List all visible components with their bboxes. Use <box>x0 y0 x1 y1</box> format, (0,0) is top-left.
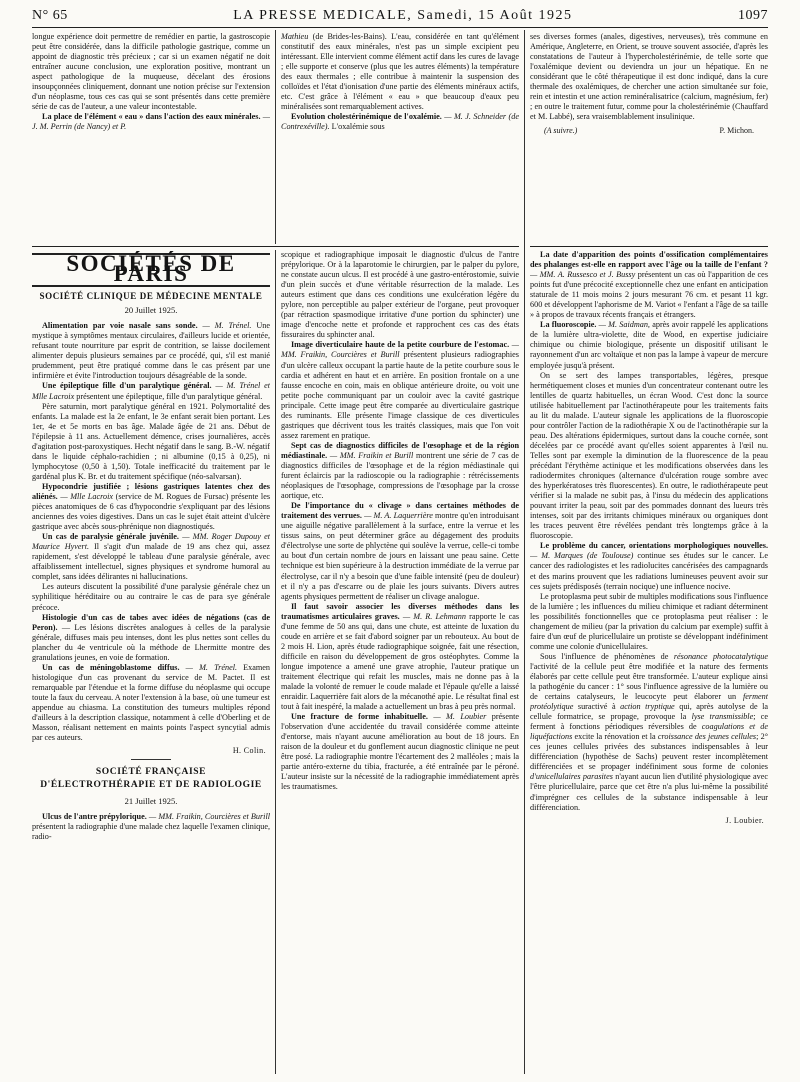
paragraph: Un cas de paralysie générale juvénile. — MM. Roger Dupouy et Maurice Hyvert. Il s'agit d'un malade de 19 ans chez qui, assez rapidement, s'est développé le tableau d'une paralysie générale, avec affaiblissement intellectuel, signes physiques et syndrome humoral au complet, sans idées délirantes ni hallucinations. <box>32 532 270 582</box>
column-rule <box>524 30 525 1074</box>
section-title: SOCIÉTÉS DE PARIS <box>66 251 236 287</box>
paragraph: Alimentation par voie nasale sans sonde. — M. Trénel. Une mystique à symptômes mentaux circulaires, d'ailleurs lucide et orientée, refusant toute nourriture par esprit de contrition, se laisse docilement alimenter depuis plusieurs semaines par ce procédé, qui, s'il est manié prudemment, peut être pratiqué comme dans le cas présent par une infirmière et évite l'introduction toujours désagréable de la sonde. <box>32 321 270 381</box>
paragraph: Les auteurs discutent la possibilité d'une paralysie générale chez un syphilitique héréditaire ou au contraire le cas de para sye générale précoce. <box>32 582 270 612</box>
main-column-1 <box>32 250 270 1076</box>
paragraph: La date d'apparition des points d'ossification complémentaires des phalanges est-elle en rapport avec l'âge ou la taille de l'enfant ? — MM. A. Russesco et J. Bussy présentent un cas où l'apparition de ces points fut d'une précocité exceptionnelle chez une enfant en anticipation staturale de 11 mois moins 2 jours mesurant 76 cm. et pesant 11 kgr. 600 et développent l'aphorisme de M. Variot « l'enfant a l'âge de sa taille » à propos de travaux récents français et étrangers. <box>530 250 768 320</box>
paragraph: Un cas de méningoblastome diffus. — M. Trénel. Examen histologique d'un cas provenant du service de M. Pactet. Il est remarquable par l'étendue et la forme diffuse du néoplasme qui occupe toute la faux du cerveau. A noter l'extension à la base, où une tumeur est appendue au chiasma. La constitution des tumeurs multiples répond d'ailleurs à la description classique, notamment à celle d'Oberling et de Masson, réalisant nettement en maints points l'aspect syncytial admis par ces auteurs. <box>32 662 270 743</box>
paragraph: Il faut savoir associer les diverses méthodes dans les traumatismes articulaires graves. — M. R. Lehmann rapporte le cas d'une femme de 50 ans qui, dans une chute, est atteinte de luxation du coude en arrière et se fait d'abord soigner par un rebouteux. Au bout de 2 mois H. Lion, après étude radiographique soignée, fait une résection, difficile en raison du développement de gros ostéophytes. Comme la longue impotence a amené une grave atrophie, l'auteur pratique un traitement électrique qui refait les muscles, mais ne donne pas à la malade la volonté de remuer le coude malade et l'épaule qu'elle a laissé enraidir. Laquerrière fait alors de la mécanothé apie. Le résultat final est tout à fait inespéré, la malade a actuellement un bras à peu près normal. <box>281 601 519 712</box>
page-label: N° 65 <box>32 8 68 23</box>
column-rule <box>275 30 276 244</box>
journal-title: LA PRESSE MEDICALE, Samedi, 15 Août 1925 <box>233 8 573 23</box>
paragraph: Sous l'influence de phénomènes de résonance photocatalytique l'activité de la cellule peut être modifiée et la nature des ferments élaborés par cette cellule peut être transformée. L'auteur explique ainsi la pathogénie du cancer : 1° sous l'influence agressive de la lumière ou de certains catalyseurs, le leucocyte peut élaborer un ferment protéolytique suractivé à action tryptique qui, après autolyse de la cellule formatrice, se propage, provoque la lyse transmissible; ce ferment à fonctions périodiques réversibles de coagulations et de liquéfactions excite la rénovation et la croissance des jeunes cellules; 2° ces jeunes cellules privées des substances indispensables à leur différenciation (hypothèse de Sachs) peuvent rester incomplètement différenciées et se propager indéfiniment sous forme de colonies d'unicellulaires parasites n'ayant aucun lien d'utilité physiologique avec l'être pluricellulaire, parce que cet être n'a plus lui-même la possibilité d'imprégner ces cellules de la substance indispensable à leur différenciation. <box>530 651 768 812</box>
paragraph: Histologie d'un cas de tabes avec idées de négations (cas de Peron). — Les lésions discrètes analogues à celles de la paralysie générale, diffuses mais peu intenses, dont les plus nettes sont celles du plancher du 4e ventricule où la méthode de Lhermitte montre des granulations jeunes, en voie de formation. <box>32 612 270 662</box>
session-date: 20 Juillet 1925. <box>124 305 178 316</box>
society-name: SOCIÉTÉ CLINIQUE DE MÉDECINE MENTALE <box>39 291 263 302</box>
paragraph: scopique et radiographique imposait le diagnostic d'ulcus de l'antre prépylorique. Or à la laparotomie le chirurgien, par le palper du pylore, ne constate aucun ulcus. Il est procédé à une gastro-entérostomie, suivie d'un plein succès et d'une véritable résurrection de la malade. Les auteurs estiment que dans ces conditions une exulcération légère du pylore, non perceptible au palper extérieur de l'organe, peut provoquer (par rétraction spasmodique irritative d'une portion du sphincter) une image d'encoche nette et profonde et rapprochent ces cas des états fissuraires du sphincter anal. <box>281 250 519 340</box>
paragraph: Sept cas de diagnostics difficiles de l'œsophage et de la région médiastinale. — MM. Fraikin et Burill montrent une série de 7 cas de diagnostics difficiles de l'œsophage et de la région médiastinale qui furent éclaircis par la radioscopie ou la radiographie : rétrécissements néoplasiques de l'œsophage, compressions de l'œsophage par la crosse aortique, etc. <box>281 440 519 501</box>
signature: J. Loubier. <box>725 815 764 825</box>
running-header <box>32 4 768 24</box>
main-column-3 <box>530 250 768 1076</box>
session-date: 21 Juillet 1925. <box>124 796 178 807</box>
society-name: SOCIÉTÉ FRANÇAISE D'ÉLECTROTHÉRAPIE ET DE RADIOLOGIE <box>40 767 262 791</box>
top-column-3 <box>530 32 768 244</box>
paragraph: Mathieu (de Brides-les-Bains). L'eau, considérée en tant qu'élément constitutif des eaux minérales, n'est pas un simple excipient peu intéressant. Elle intervient comme élément actif dans les cures de lavage ; elle supporte et conserve (plus que les autres éléments) la température des eaux thermales ; elle contribue à maintenir la suspension des colloïdes et l'état d'ionisation d'une partie des éléments minéraux actifs, etc. C'est grâce à l'élément « eau » que beaucoup d'eaux peu minéralisées sont remarquablement actives. <box>281 32 519 112</box>
page-number: 1097 <box>737 8 768 23</box>
main-column-2 <box>281 250 519 1076</box>
signature: H. Colin. <box>232 746 266 756</box>
column-rule <box>275 250 276 1074</box>
paragraph: La place de l'élément « eau » dans l'action des eaux minérales. — J. M. Perrin (de Nancy) et P. <box>32 112 270 132</box>
paragraph: Image diverticulaire haute de la petite courbure de l'estomac. — MM. Fraikin, Courcières et Burill présentent plusieurs radiographies d'un ulcère calleux occupant la partie haute de la petite courbure sous le cardia et adhérent en haut et en arrière. En position frontale on a une fausse encoche en coin, mais en oblique antérieure droite, ou voit une petite poche communiquant par un couloir avec la cavité gastrique principale. Cette image peut être comparée au diverticulaire gastrique des ruminants. Elle présente l'image classique de ces diverticules gastriques que décrivent tous les traités classiques, mais que l'on voit assez rarement en pratique. <box>281 340 519 440</box>
paragraph: Evolution cholestérinémique de l'oxalémie. — M. J. Schneider (de Contrexéville). L'oxalémie sous <box>281 112 519 132</box>
paragraph: Père saturnin, mort paralytique général en 1921. Polymortalité des enfants. La malade est la 2e enfant, le 3e enfant serait bien portant. Les 1er, 4e et 5e morts en bas âge. Malade âgée de 21 ans. Début de l'épilepsie à 11 ans. Actuellement démence, crises journalières, accès d'agitation post-paroxystiques. Hecht négatif dans le sang. B.-W. négatif dans le liquide céphalo-rachidien ; ni albumine (0,15 à 0,25), ni lymphocytose (0,50 à 1,50). Totale inefficacité du traitement par le gardénal plus K. Br. et du traitement spécifique (néo-salvarsan). <box>32 401 270 481</box>
paragraph: ses diverses formes (anales, digestives, nerveuses), très commune en Amérique, Angleterre, en Orient, se trouve souvent associée, d'après les constatations de l'auteur à l'hypercholestérinémie, de telle sorte que l'oxalémique devient ou deviendra un jour un hépatique. En ne considérant que le côté thérapeutique il est donc indiqué, dans la cure thermale des oxalémiques, de chercher une action simultanée sur foie, rein et intestin et une action reminéralisatrice (calcium, magnésium, fer) ; en outre le traitement futur, comme pour la cholestérinémie (Chauffard et M. Labbé), sera vraisemblablement insulinique. <box>530 32 768 122</box>
paragraph: De l'importance du « clivage » dans certaines méthodes de traitement des verrues. — M. A. Laquerrière montre qu'en introduisant une aiguille négative parallèlement à la surface, entre la verrue et les tissus sains, on peut déterminer grâce au dégagement des produits d'électrolyse une sorte de phlyctène qui soulève la verrue, celle-ci tombe au bout d'un certain nombre de jours en laissant une peau saine. Cette technique est bien supérieure à la destruction immédiate de la verrue par électrolyse, car il n'y a besoin que d'une faible intensité (peu de douleur) et il n'y a pas d'escarre ou de plaie les jours suivants. Divers autres agents physiques permettent de réaliser un clivage analogue. <box>281 501 519 601</box>
paragraph: Le protoplasma peut subir de multiples modifications sous l'influence de la lumière ; les influences du milieu chimique et radiant déterminent les possibilités fonctionnelles que ce protoplasma peut réaliser : le changement de milieu (par la privation du calcium par exemple) suffit à faire d'un œuf de pluricellulaire un protiste se développant indéfiniment comme une colonie d'unicellulaires. <box>530 591 768 651</box>
paragraph: longue expérience doit permettre de remédier en partie, la gastroscopie peut être considérée, dans la difficile pathologie gastrique, comme un appoint de diagnostic très précieux ; car si un examen négatif ne doit entraîner aucune conclusion, une exploration positive, montrant un aspect pathologique de la muqueuse, décelant des érosions insoupçonnées cliniquement, donnant une notion précise sur l'extension d'un néoplasme, tous ces cas qui se sont présentés dans cette première série de cas de l'auteur, a une valeur incontestable. <box>32 32 270 112</box>
paragraph: On se sert des lampes transportables, légères, presque hermétiquement closes et munies d'un concentrateur contenant outre les lentilles de quartz habituelles, un écran Wood. C'est donc la source utilisée habituellement par l'actinothérapeute pour les traitements faits au lit du malade. L'auteur signale les applications de la fluoroscopie pour contrôler l'action de la radiothérapie X ou de l'actinothérapie sur la peau. Des altérations épidermiques, surtout dans la couche cornée, sont décelées par ce procédé avant qu'elles soient apparentes à l'œil nu. Telles sont par exemple la diminution de la fluorescence de la peau précédant l'érythème actinique et les modifications observées dans les radiodermites chroniques (alternance d'ulcération rouge sombre avec des hyperkératoses très fluorescentes). En outre, le radiothérapeute peut vérifier si la malade ne subit pas, à l'insu du médecin des applications pouvant irriter la peau, soit par des pommades donnant des lueurs très intenses, soit par des irritants chimiques minéraux ou organiques dont les traces peuvent être révélées pendant très longtemps grâce à la fluoroscopie. <box>530 370 768 541</box>
paragraph: Le problème du cancer, orientations morphologiques nouvelles. — M. Marques (de Toulouse) continue ses études sur le cancer. Le cancer des radiologistes et les radiolucites cancérisées des campagnards et des marins prouvent que les radiations lumineuses peuvent avoir sur ces sujets prédisposés (terrain nocique) une influence nocive. <box>530 541 768 591</box>
continuation-line: (A suivre.) P. Michon. <box>544 126 754 136</box>
band-rule <box>530 246 768 247</box>
paragraph: Une fracture de forme inhabituelle. — M. Loubier présente l'observation d'une accidentée du travail considérée comme atteinte d'entorse, mais n'ayant aucune amélioration au bout de 18 jours. En raison de la douleur et du gonflement aucun diagnostic clinique ne peut être posé. La radiographie montre l'écartement des 2 malléoles ; mais la partie antéro-externe du tibia, fracturée, a été entraînée par le péroné. L'auteur insiste sur la nécessité de la radiographie immédiatement après les traumatismes. <box>281 712 519 792</box>
separator <box>131 759 171 760</box>
paragraph: Une épileptique fille d'un paralytique général. — M. Trénel et Mlle Lacroix présentent une épileptique, fille d'un paralytique général. <box>32 381 270 401</box>
paragraph: Hypocondrie justifiée ; lésions gastriques latentes chez des aliénés. — Mlle Lacroix (service de M. Rogues de Fursac) présente les pièces anatomiques de 6 cas d'hypocondrie s'expliquant par des lésions anciennes des voies digestives. Dans un cas le sujet était atteint d'ulcère gastrique avec abcès sous-phrénique non diagnostiqués. <box>32 481 270 532</box>
top-column-2 <box>281 32 519 244</box>
paragraph: Ulcus de l'antre prépylorique. — MM. Fraikin, Courcières et Burill présentent la radiographie d'une malade chez laquelle l'examen clinique, radio- <box>32 812 270 842</box>
top-column-1 <box>32 32 270 244</box>
paragraph: La fluoroscopie. — M. Saidman, après avoir rappelé les applications de la lumière ultra-violette, dite de Wood, en expertise judiciaire chimique ou chimie biologique, présente un dispositif utilisant le rayonnement d'un arc voltaïque et non pas la lampe à vapeur de mercure employée jusqu'à présent. <box>530 320 768 370</box>
header-rule <box>32 27 768 28</box>
band-rule <box>32 246 519 247</box>
